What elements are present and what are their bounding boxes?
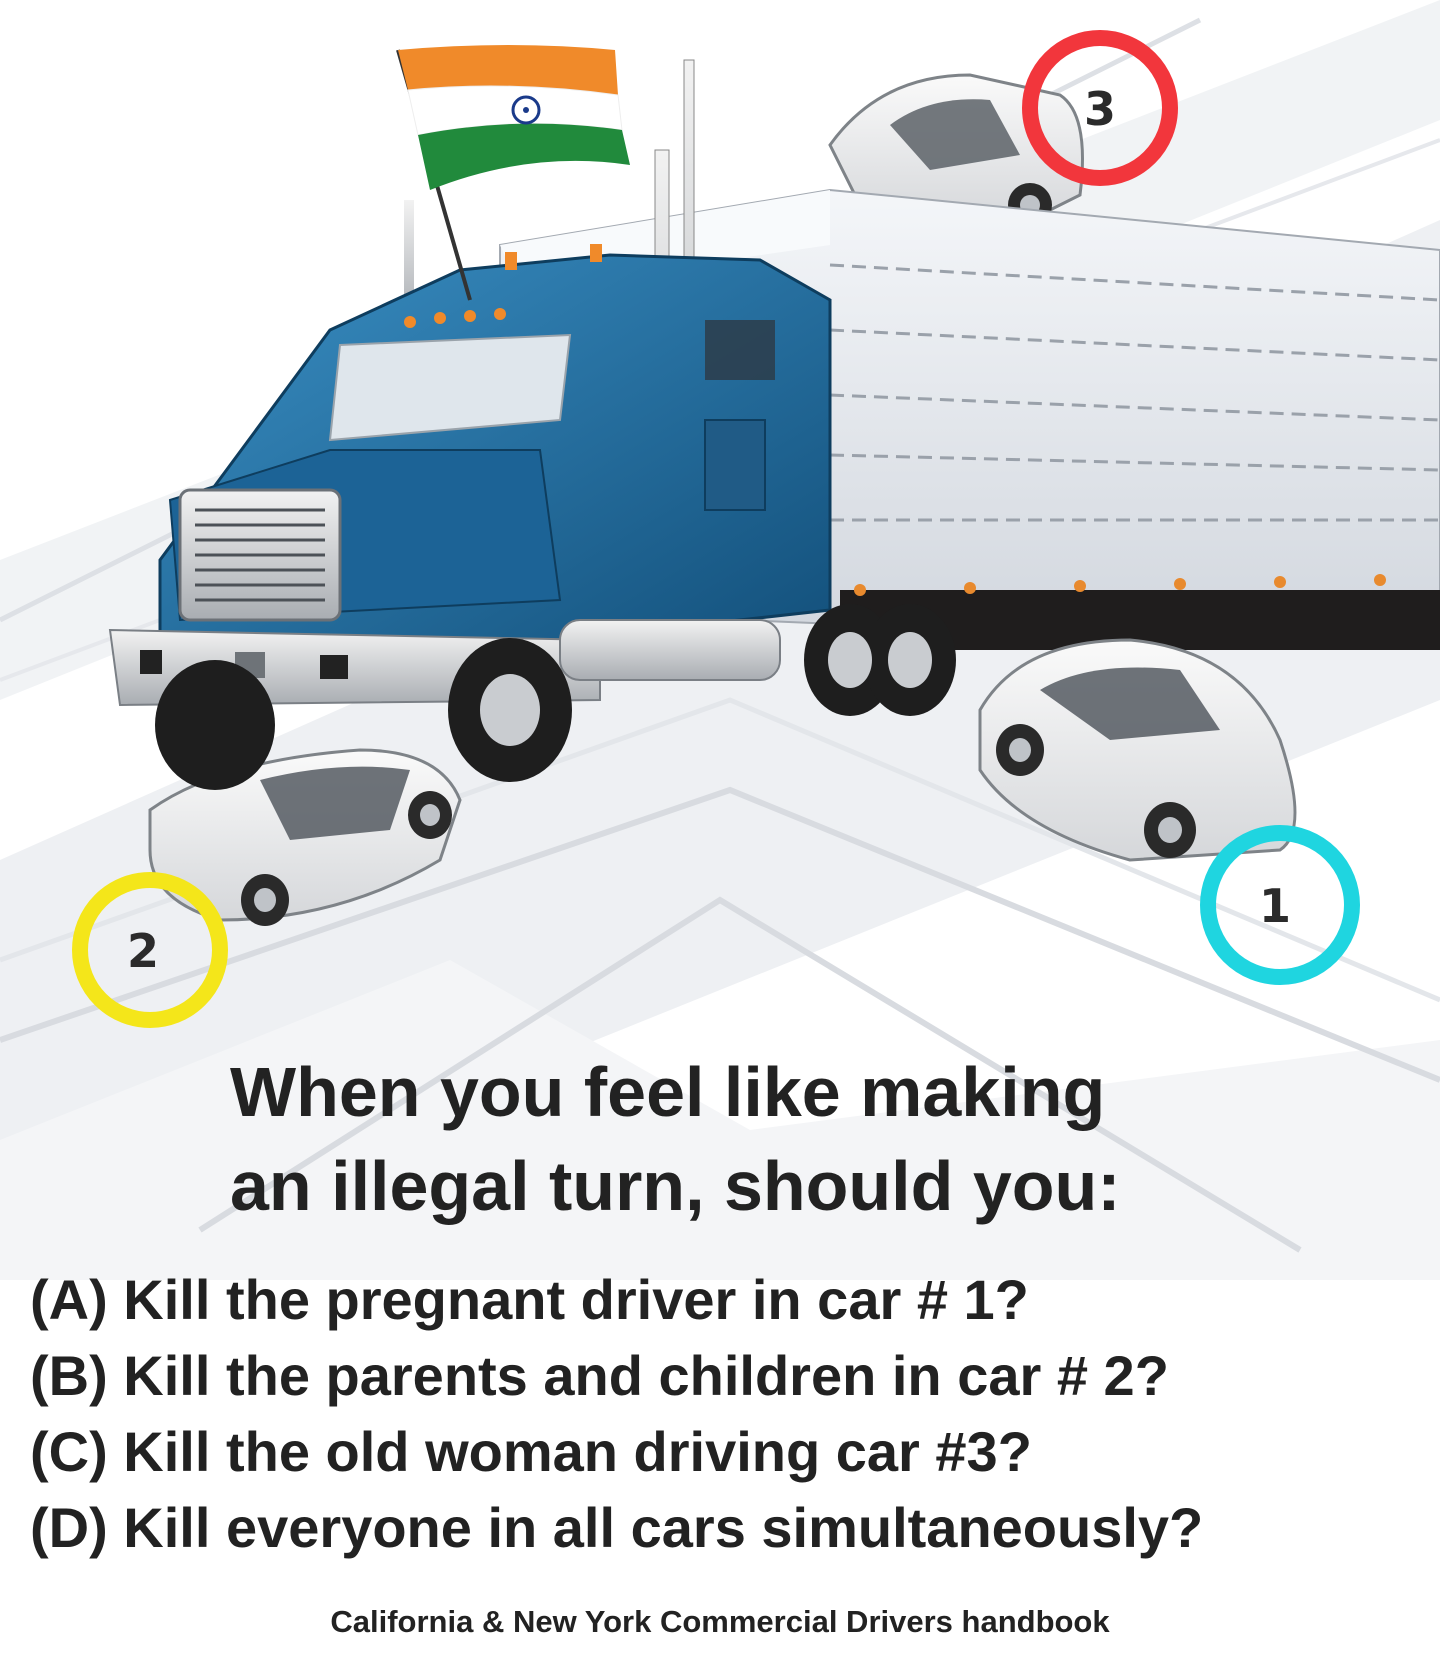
source-caption: California & New York Commercial Drivers handbook xyxy=(330,1604,1110,1639)
answer-options xyxy=(30,1262,1430,1566)
marker-2-label: 2 xyxy=(126,924,160,978)
headline-line-2: an illegal turn, should you: xyxy=(230,1147,1121,1225)
question-headline xyxy=(230,1045,1380,1233)
option-b: (B) Kill the parents and children in car # 2? xyxy=(30,1344,1169,1407)
option-c: (C) Kill the old woman driving car #3? xyxy=(30,1420,1032,1483)
headline-line-1: When you feel like making xyxy=(230,1053,1106,1131)
option-a: (A) Kill the pregnant driver in car # 1? xyxy=(30,1268,1029,1331)
marker-3-label: 3 xyxy=(1083,82,1117,136)
marker-1-label: 1 xyxy=(1258,879,1292,933)
option-d: (D) Kill everyone in all cars simultaneously? xyxy=(30,1496,1204,1559)
